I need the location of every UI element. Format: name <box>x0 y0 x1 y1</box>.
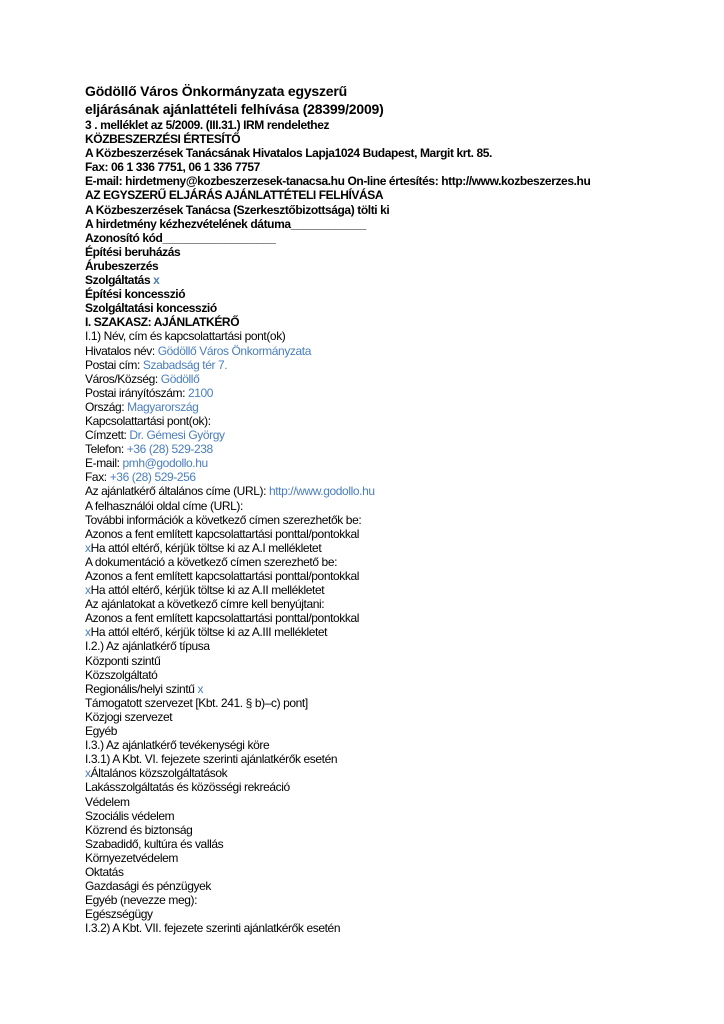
text-segment: Közszolgáltató <box>85 667 158 682</box>
section-1-3-2-heading <box>85 921 695 935</box>
text-segment: Egészségügy <box>85 907 153 922</box>
same-contact-option-2 <box>85 569 695 583</box>
option-services <box>85 273 695 287</box>
activity-housing <box>85 780 695 794</box>
text-segment: I.3.2) A Kbt. VII. fejezete szerinti ajánlatkérők esetén <box>85 921 341 936</box>
procedure-heading <box>85 188 695 202</box>
documentation-label <box>85 555 695 569</box>
text-segment: Ha attól eltérő, kérjük töltse ki az A.I mellékletet <box>90 540 322 555</box>
field-value: 2100 <box>187 385 214 400</box>
text-segment: Fax: 06 1 336 7751, 06 1 336 7757 <box>85 160 260 175</box>
section-1-1-heading <box>85 329 695 343</box>
field-value: Dr. Gémesi György <box>129 428 225 443</box>
text-segment: Város/Község: <box>85 371 161 386</box>
text-segment: A dokumentáció a következő címen szerezhető be: <box>85 554 338 569</box>
same-contact-option-3 <box>85 611 695 625</box>
text-segment: E-mail: <box>85 456 123 471</box>
journal-address <box>85 146 695 160</box>
text-segment: Azonos a fent említett kapcsolattartási ponttal/pontokkal <box>85 526 360 541</box>
text-segment: Azonos a fent említett kapcsolattartási ponttal/pontokkal <box>85 569 360 583</box>
option-construction <box>85 245 695 259</box>
section-1-3-1-heading <box>85 752 695 766</box>
text-segment: Hivatalos név: <box>85 343 158 358</box>
text-segment: Szolgáltatás <box>85 273 154 288</box>
type-utility <box>85 668 695 682</box>
text-segment: Közrend és biztonság <box>85 822 193 837</box>
further-info-label <box>85 513 695 527</box>
id-code-field <box>85 231 695 245</box>
field-value: Szabadság tér 7. <box>142 357 228 372</box>
text-segment: Kapcsolattartási pont(ok): <box>85 413 211 428</box>
postal-address-field <box>85 358 695 372</box>
checkbox-x-marker: x <box>153 273 160 288</box>
type-public-law <box>85 710 695 724</box>
text-segment: Címzett: <box>85 428 130 443</box>
buyer-profile-url-label <box>85 499 695 513</box>
text-segment: Szabadidő, kultúra és vallás <box>85 836 224 851</box>
option-construction-concession <box>85 287 695 301</box>
field-value: Gödöllő <box>160 371 200 386</box>
checkbox-x-marker: x <box>85 540 91 555</box>
activity-defence <box>85 795 695 809</box>
text-segment: Árubeszerzés <box>85 258 159 273</box>
field-value: Magyarország <box>127 399 199 414</box>
field-value: +36 (28) 529-256 <box>109 470 196 485</box>
journal-contact <box>85 174 695 188</box>
official-name-field <box>85 344 695 358</box>
text-segment: I.2.) Az ajánlatkérő típusa <box>85 639 210 654</box>
checkbox-x-marker: x <box>85 583 91 598</box>
section-1-heading <box>85 315 695 329</box>
text-segment: KÖZBESZERZÉSI ÉRTESÍTŐ <box>85 132 241 147</box>
text-segment: Postai irányítószám: <box>85 385 188 400</box>
text-segment: Általános közszolgáltatások <box>90 766 228 781</box>
editorial-note <box>85 203 695 217</box>
text-segment: Gazdasági és pénzügyek <box>85 879 211 894</box>
text-segment: Egyéb (nevezze meg): <box>85 893 198 908</box>
doc-title-line-2 <box>85 101 695 119</box>
text-segment: A Közbeszerzések Tanácsa (Szerkesztőbizottsága) tölti ki <box>85 202 390 217</box>
receipt-date-field <box>85 217 695 231</box>
checkbox-x-marker: x <box>85 766 91 781</box>
general-url-field <box>85 484 695 498</box>
phone-field <box>85 442 695 456</box>
text-segment: AZ EGYSZERŰ ELJÁRÁS AJÁNLATTÉTELI FELHÍVÁSA <box>85 188 384 203</box>
text-segment: Környezetvédelem <box>85 850 178 865</box>
activity-education <box>85 865 695 879</box>
field-value: pmh@godollo.hu <box>122 456 208 471</box>
type-other <box>85 724 695 738</box>
type-central <box>85 654 695 668</box>
text-segment: Ország: <box>85 399 128 414</box>
activity-health <box>85 907 695 921</box>
doc-title-line-1 <box>85 83 695 101</box>
text-segment: A felhasználói oldal címe (URL): <box>85 498 243 513</box>
text-segment: Postai cím: <box>85 357 143 372</box>
text-segment: Építési beruházás <box>85 244 181 259</box>
checkbox-x-marker: x <box>85 625 91 640</box>
text-segment: Ha attól eltérő, kérjük töltse ki az A.III mellékletet <box>90 625 328 640</box>
tenders-address-label <box>85 597 695 611</box>
text-segment: További információk a következő címen szerezhetők be: <box>85 512 362 527</box>
text-segment: Védelem <box>85 794 130 809</box>
section-1-2-heading <box>85 639 695 653</box>
text-segment: A Közbeszerzések Tanácsának Hivatalos Lapja1024 Budapest, Margit krt. 85. <box>85 146 492 161</box>
text-segment: Ha attól eltérő, kérjük töltse ki az A.II mellékletet <box>90 583 325 598</box>
text-segment: Az ajánlatokat a következő címre kell benyújtani: <box>85 597 325 612</box>
type-regional <box>85 682 695 696</box>
journal-title <box>85 132 695 146</box>
addressee-field <box>85 428 695 442</box>
text-segment: Támogatott szervezet [Kbt. 241. § b)–c) pont] <box>85 695 308 710</box>
text-segment: I. SZAKASZ: AJÁNLATKÉRŐ <box>85 315 240 330</box>
text-segment: Lakásszolgáltatás és közösségi rekreáció <box>85 780 290 795</box>
text-segment: I.1) Név, cím és kapcsolattartási pont(ok) <box>85 329 286 344</box>
activity-public-order <box>85 823 695 837</box>
email-field <box>85 456 695 470</box>
text-segment: Regionális/helyi szintű <box>85 681 198 696</box>
activity-leisure <box>85 837 695 851</box>
field-value: Gödöllő Város Önkormányzata <box>157 343 311 358</box>
text-segment: A hirdetmény kézhezvételének dátuma____________ <box>85 216 366 231</box>
text-segment: Azonosító kód__________________ <box>85 230 276 245</box>
text-segment: Központi szintű <box>85 653 161 668</box>
text-segment: Gödöllő Város Önkormányzata egyszerű <box>85 83 347 99</box>
text-segment: Azonos a fent említett kapcsolattartási ponttal/pontokkal <box>85 611 360 626</box>
text-segment: Szociális védelem <box>85 808 175 823</box>
country-field <box>85 400 695 414</box>
website-link[interactable]: http://www.godollo.hu <box>268 484 375 499</box>
text-segment: Az ajánlatkérő általános címe (URL): <box>85 484 269 499</box>
document-body <box>85 83 695 935</box>
city-field <box>85 372 695 386</box>
text-segment: Egyéb <box>85 724 118 739</box>
contact-points-label <box>85 414 695 428</box>
text-segment: Oktatás <box>85 864 124 879</box>
checkbox-x-marker: x <box>197 681 204 696</box>
fax-field <box>85 470 695 484</box>
postal-code-field <box>85 386 695 400</box>
field-value: +36 (28) 529-238 <box>126 442 213 457</box>
text-segment: I.3.1) A Kbt. VI. fejezete szerinti ajánlatkérők esetén <box>85 752 338 767</box>
text-segment: Közjogi szervezet <box>85 709 173 724</box>
text-segment: eljárásának ajánlattételi felhívása (28399/2009) <box>85 100 384 117</box>
section-1-3-heading <box>85 738 695 752</box>
activity-general-public <box>85 766 695 780</box>
text-segment: 3 . melléklet az 5/2009. (III.31.) IRM rendelethez <box>85 118 330 132</box>
text-segment: Szolgáltatási koncesszió <box>85 301 217 316</box>
text-segment: I.3.) Az ajánlatkérő tevékenységi köre <box>85 738 270 753</box>
annex-reference <box>85 118 695 132</box>
annex-a2-option <box>85 583 695 597</box>
same-contact-option-1 <box>85 527 695 541</box>
activity-economy <box>85 879 695 893</box>
journal-fax <box>85 160 695 174</box>
activity-environment <box>85 851 695 865</box>
text-segment: E-mail: hirdetmeny@kozbeszerzesek-tanacsa.hu On-line értesítés: http://www.kozbeszerzes.hu <box>85 174 591 189</box>
option-service-concession <box>85 301 695 315</box>
option-supply <box>85 259 695 273</box>
text-segment: Építési koncesszió <box>85 287 186 302</box>
text-segment: Fax: <box>85 470 110 485</box>
activity-other <box>85 893 695 907</box>
type-supported-org <box>85 696 695 710</box>
text-segment: Telefon: <box>85 442 127 457</box>
annex-a1-option <box>85 541 695 555</box>
activity-social <box>85 809 695 823</box>
annex-a3-option <box>85 625 695 639</box>
